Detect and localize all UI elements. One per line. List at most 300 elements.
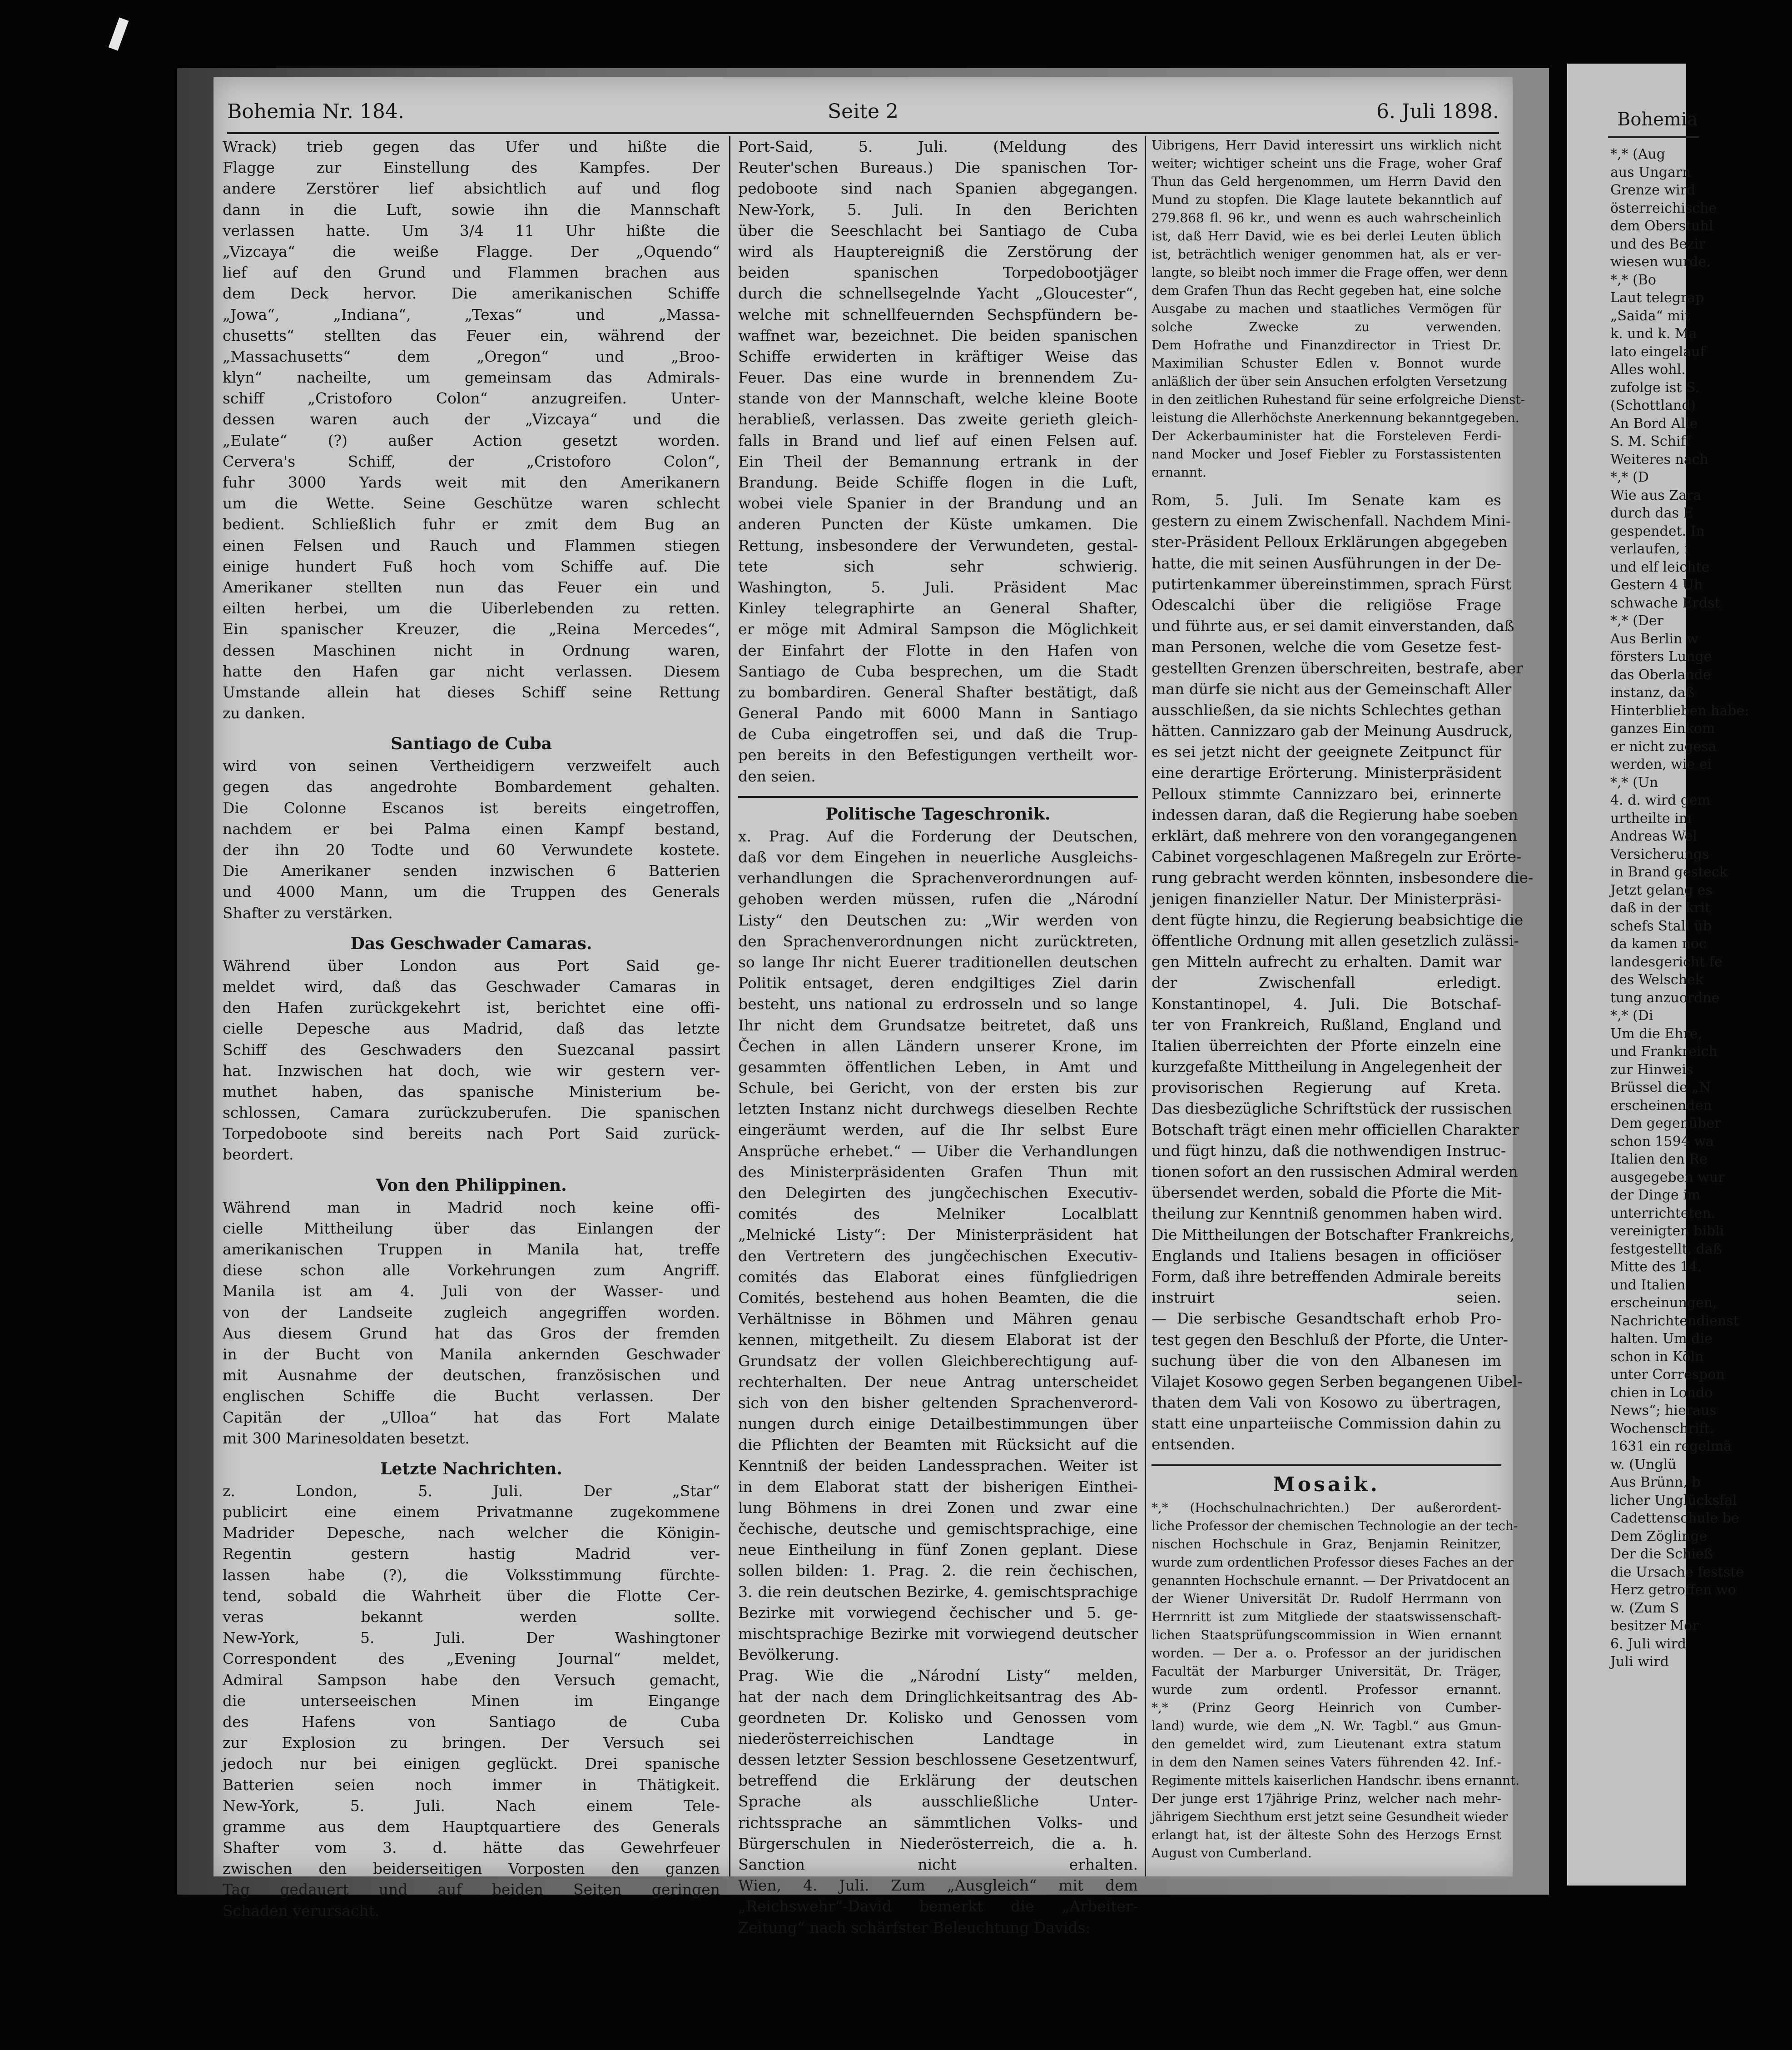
text-line: indessen daran, daß die Regierung habe soeben: [1152, 806, 1518, 824]
text-line: instruirt seien.: [1152, 1289, 1501, 1307]
section-rule: [1152, 1464, 1501, 1466]
text-line: Herz getroffen wo: [1610, 1582, 1736, 1598]
text-line: land) wurde, wie dem „N. Wr. Tagbl.“ aus Gmun-: [1152, 1718, 1501, 1733]
text-line: eilten herbei, um die Uiberlebenden zu retten.: [223, 599, 720, 617]
text-line: zur Explosion zu bringen. Der Versuch sei: [223, 1734, 720, 1752]
text-line: Kenntniß der beiden Landessprachen. Weiter ist: [738, 1457, 1138, 1475]
text-line: tionen sofort an den russischen Admiral werden: [1152, 1163, 1518, 1180]
text-line: suchung über die von den Albanesen im: [1152, 1351, 1501, 1369]
text-line: Rettung, insbesondere der Verwundeten, gestal-: [738, 536, 1138, 554]
text-line: daß vor dem Eingehen in neuerliche Ausgleichs-: [738, 848, 1138, 866]
text-line: mit Ausnahme der deutschen, französischen und: [223, 1366, 720, 1384]
text-line: chien in Londo: [1610, 1384, 1713, 1401]
text-line: tend, sobald die Wahrheit über die Flotte Cer-: [223, 1587, 720, 1605]
text-line: der ihn 20 Todte und 60 Verwundete kostete.: [223, 841, 720, 859]
text-line: kennen, mitgetheilt. Zu diesem Elaborat ist der: [738, 1331, 1138, 1349]
text-line: welche mit schnellfeuernden Sechspfündern be-: [738, 305, 1138, 323]
text-line: in der Bucht von Manila ankernden Geschwader: [223, 1345, 720, 1363]
text-line: August von Cumberland.: [1152, 1845, 1312, 1861]
text-line: schiff „Cristoforo Colon“ anzugreifen. Unter-: [223, 389, 720, 408]
text-line: gehoben werden müssen, rufen die „Národní: [738, 890, 1138, 908]
text-line: New-York, 5. Juli. Der Washingtoner: [223, 1629, 720, 1647]
text-line: Grundsatz der vollen Gleichberechtigung auf-: [738, 1352, 1138, 1370]
newspaper-page: [213, 77, 1534, 1936]
text-line: Italien überreichten der Pforte einzeln eine: [1152, 1036, 1501, 1055]
text-line: eingeräumt werden, auf die Ihr selbst Eure: [738, 1121, 1138, 1139]
text-line: Jetzt gelang es: [1610, 882, 1713, 898]
text-line: englischen Schiffe die Bucht verlassen. Der: [223, 1387, 720, 1405]
text-line: Cervera's Schiff, der „Cristoforo Colon“,: [223, 452, 720, 470]
text-line: (Schottland): [1610, 398, 1696, 413]
masthead-rule: [227, 132, 1499, 134]
text-line: ernannt.: [1152, 465, 1206, 480]
adjacent-page-rule: [1608, 136, 1699, 138]
text-line: niederösterreichischen Landtage in: [738, 1729, 1138, 1747]
text-line: neue Eintheilung in fünf Zonen geplant. Diese: [738, 1541, 1138, 1559]
text-line: langte, so bleibt noch immer die Frage offen, wer denn: [1152, 265, 1508, 280]
text-line: k. und k. Ma: [1610, 326, 1697, 342]
masthead: [227, 95, 1499, 132]
text-line: z. London, 5. Juli. Der „Star“: [223, 1482, 720, 1500]
text-line: muthet haben, das spanische Ministerium be-: [223, 1082, 720, 1100]
text-line: des Ministerpräsidenten Grafen Thun mit: [738, 1163, 1138, 1181]
text-line: gesammten öffentlichen Leben, in Amt und: [738, 1058, 1138, 1076]
text-line: solche Zwecke zu verwenden.: [1152, 319, 1501, 334]
text-line: der Dinge im: [1610, 1187, 1701, 1203]
text-line: so lange Ihr nicht Euerer traditionellen deutschen: [738, 953, 1138, 971]
text-line: dem Deck hervor. Die amerikanischen Schiffe: [223, 284, 720, 303]
text-line: in dem den Namen seines Vaters führenden 42. Inf.-: [1152, 1754, 1501, 1770]
text-line: herabließ, verlassen. Das zweite gerieth gleich-: [738, 410, 1138, 428]
text-line: besteht, uns national zu erdrosseln und so lange: [738, 995, 1138, 1013]
text-line: man dürfe sie nicht aus der Gemeinschaft Aller: [1152, 680, 1512, 698]
text-line: ster-Präsident Pelloux Erklärungen abgegeben: [1152, 533, 1508, 551]
text-line: erscheinungen,: [1610, 1295, 1717, 1311]
text-line: Das diesbezügliche Schriftstück der russischen: [1152, 1100, 1512, 1118]
column-divider: [729, 136, 730, 1876]
text-line: New-York, 5. Juli. Nach einem Tele-: [223, 1796, 720, 1815]
text-line: čechische, deutsche und gemischtsprachige, eine: [738, 1520, 1138, 1538]
text-line: Ihr nicht dem Grundsatze beitretet, daß uns: [738, 1016, 1138, 1034]
text-line: Shafter zu verstärken.: [223, 904, 393, 922]
column-1: [223, 136, 720, 1921]
text-line: putirtenkammer übereinstimmen, sprach Fürst: [1152, 575, 1512, 593]
text-line: weiter; wichtiger scheint uns die Frage, woher Graf: [1152, 156, 1501, 171]
text-line: Versicherungs: [1610, 846, 1709, 862]
spacer: [223, 724, 720, 732]
text-line: *,* (D: [1610, 469, 1649, 485]
text-line: genannten Hochschule ernannt. — Der Privatdocent an: [1152, 1572, 1510, 1588]
text-line: von der Landseite zugleich angegriffen worden.: [223, 1303, 720, 1321]
spacer: [223, 1165, 720, 1174]
text-line: hätten. Cannizzaro gab der Meinung Ausdruck,: [1152, 722, 1513, 740]
text-line: durch die schnellsegelnde Yacht „Gloucester“,: [738, 284, 1138, 303]
text-line: 279.868 fl. 96 kr., und wenn es auch wahrscheinlich: [1152, 210, 1501, 225]
text-line: ter von Frankreich, Rußland, England und: [1152, 1015, 1501, 1034]
text-line: Bürgerschulen in Niederösterreich, die a. h.: [738, 1834, 1138, 1852]
text-line: schwache Erdst: [1610, 595, 1720, 611]
text-line: dent fügte hinzu, die Regierung beabsichtige die: [1152, 911, 1524, 929]
text-line: Form, daß ihre betreffenden Admirale bereits: [1152, 1267, 1501, 1285]
text-line: des Welschek: [1610, 972, 1704, 988]
text-line: Ein spanischer Kreuzer, die „Reina Mercedes“,: [223, 620, 720, 638]
text-line: anläßlich der über sein Ansuchen erfolgten Versetzung: [1152, 374, 1508, 389]
text-line: und Italien: [1610, 1277, 1686, 1293]
text-line: er möge mit Admiral Sampson die Möglichkeit: [738, 620, 1138, 638]
text-line: die Pflichten der Beamten mit Rücksicht auf die: [738, 1436, 1138, 1454]
text-line: Comités, bestehend aus hohen Beamten, die die: [738, 1289, 1138, 1307]
text-line: in Brand gesteck: [1610, 864, 1727, 880]
text-line: chusetts“ stellten das Feuer ein, während der: [223, 326, 720, 344]
text-line: es sei jetzt nicht der geeignete Zeitpunct für: [1152, 743, 1501, 761]
text-line: Brandung. Beide Schiffe flogen in die Luft,: [738, 473, 1138, 491]
text-line: diese schon alle Vorkehrungen zum Angriff.: [223, 1261, 720, 1279]
text-line: Pelloux stimmte Cannizzaro bei, erinnerte: [1152, 785, 1501, 803]
text-line: hatte den Hafen gar nicht verlassen. Diesem: [223, 662, 720, 680]
text-line: dessen waren auch der „Vizcaya“ und die: [223, 410, 720, 428]
text-line: New-York, 5. Juli. In den Berichten: [738, 200, 1138, 219]
text-line: und 4000 Mann, um die Truppen des Generals: [223, 883, 720, 901]
text-line: wurde zum ordentl. Professor ernannt.: [1152, 1682, 1501, 1697]
text-line: dem Oberstuhl: [1610, 218, 1713, 234]
text-line: rung gebracht werden könnten, insbesondere die-: [1152, 869, 1534, 887]
adjacent-page-text: [1610, 145, 1792, 1671]
text-line: Rom, 5. Juli. Im Senate kam es: [1152, 491, 1501, 509]
text-line: Batterien seien noch immer in Thätigkeit.: [223, 1776, 720, 1794]
text-line: Laut telegrap: [1610, 290, 1704, 306]
text-line: Sanction nicht erhalten.: [738, 1856, 1138, 1873]
text-line: in den zeitlichen Ruhestand für seine erfolgreiche Dienst-: [1152, 392, 1525, 407]
text-line: Verhältnisse in Böhmen und Mähren genau: [738, 1310, 1138, 1328]
text-line: *,* (Un: [1610, 774, 1658, 791]
text-line: lung Böhmens in drei Zonen und zwar eine: [738, 1498, 1138, 1517]
text-line: waffnet war, bezeichnet. Die beiden spanischen: [738, 326, 1138, 344]
text-line: Wrack) trieb gegen das Ufer und hißte die: [223, 138, 720, 155]
text-line: wobei viele Spanier in der Brandung und an: [738, 494, 1138, 512]
text-line: Während über London aus Port Said ge-: [223, 956, 720, 975]
text-line: jährigem Siechthum erst jetzt seine Gesundheit wieder: [1152, 1809, 1508, 1824]
text-line: Sprache als ausschließliche Unter-: [738, 1792, 1138, 1811]
text-line: einen Felsen und Rauch und Flammen stiegen: [223, 536, 720, 554]
text-line: festgestellt, daß: [1610, 1241, 1722, 1257]
spacer: [223, 924, 720, 932]
text-line: Aus diesem Grund hat das Gros der fremden: [223, 1324, 720, 1342]
text-line: um die Wette. Seine Geschütze waren schlecht: [223, 494, 720, 512]
text-line: *,* (Der: [1610, 613, 1663, 629]
adjacent-page-edge: [1567, 64, 1749, 1886]
text-line: leistung die Allerhöchste Anerkennung bekanntgegeben.: [1152, 410, 1519, 425]
text-line: „Eulate“ (?) außer Action gesetzt worden.: [223, 431, 720, 449]
section-rule: [738, 796, 1138, 798]
text-line: Ein Theil der Bemannung ertrank in der: [738, 452, 1138, 470]
text-line: comités des Melniker Localblatt: [738, 1205, 1138, 1223]
text-line: tung anzuordne: [1610, 990, 1720, 1006]
text-line: Ausgabe zu machen und staatliches Vermögen für: [1152, 301, 1501, 316]
text-line: Cabinet vorgeschlagenen Maßregeln zur Erörte-: [1152, 848, 1522, 866]
text-line: erklärt, daß mehrere von den vorangegangenen: [1152, 827, 1518, 845]
text-line: Santiago de Cuba besprechen, um die Stadt: [738, 662, 1138, 680]
text-line: dann in die Luft, sowie ihn die Mannschaft: [223, 200, 720, 219]
column-divider: [1145, 136, 1146, 1876]
text-line: öffentliche Ordnung mit allen gesetzlich zulässi-: [1152, 931, 1519, 950]
text-line: Der junge erst 17jährige Prinz, welcher nach mehr-: [1152, 1791, 1501, 1806]
text-line: richtssprache an sämmtlichen Volks- und: [738, 1813, 1138, 1831]
text-line: in dem Elaborat statt der bisherigen Einthei-: [738, 1478, 1138, 1496]
text-line: Der Ackerbauminister hat die Forsteleven Ferdi-: [1152, 428, 1501, 443]
text-line: Manila ist am 4. Juli von der Wasser- und: [223, 1282, 720, 1300]
text-line: Vilajet Kosowo gegen Serben begangenen Uibel-: [1152, 1372, 1523, 1390]
text-line: Reuter'schen Bureaus.) Die spanischen Tor-: [738, 159, 1138, 177]
text-line: tete sich sehr schwierig.: [738, 557, 1138, 575]
text-line: Admiral Sampson habe den Versuch gemacht,: [223, 1671, 720, 1689]
section-heading: Politische Tageschronik.: [825, 804, 1051, 824]
text-line: hatte, die mit seinen Ausführungen in der De-: [1152, 554, 1501, 572]
text-line: Facultät der Marburger Universität, Dr. Träger,: [1152, 1663, 1501, 1679]
text-line: theilung zur Kenntniß genommen haben wird.: [1152, 1204, 1503, 1223]
text-line: pen bereits in den Befestigungen vertheilt wor-: [738, 746, 1138, 764]
text-line: er nicht zugesa: [1610, 738, 1717, 755]
text-line: Cadettenschule be: [1610, 1510, 1739, 1526]
text-line: Während man in Madrid noch keine offi-: [223, 1198, 720, 1216]
text-line: Brüssel die „N: [1610, 1080, 1711, 1095]
text-line: Schaden verursacht.: [223, 1901, 380, 1920]
section-heading: Von den Philippinen.: [376, 1175, 567, 1195]
text-line: übersendet werden, sobald die Pforte die Mit-: [1152, 1184, 1502, 1202]
text-line: „Saida“ mit: [1610, 308, 1690, 324]
text-line: das Oberlande: [1610, 667, 1711, 683]
text-line: den seien.: [738, 767, 816, 785]
masthead-page-number: Seite 2: [828, 100, 898, 123]
text-line: Dem Hofrathe und Finanzdirector in Triest Dr.: [1152, 338, 1501, 353]
text-line: mischtsprachige Bezirke mit vorwiegend deutscher: [738, 1624, 1138, 1642]
text-line: Grenze wird: [1610, 182, 1696, 198]
text-line: Konstantinopel, 4. Juli. Die Botschaf-: [1152, 995, 1501, 1013]
text-line: fuhr 3000 Yards weit mit den Amerikanern: [223, 473, 720, 491]
text-line: anderen Puncten der Küste umkamen. Die: [738, 515, 1138, 533]
text-line: försters Lunge: [1610, 649, 1712, 665]
text-line: Herrnritt ist zum Mitgliede der staatswissenschaft-: [1152, 1609, 1501, 1624]
text-line: Shafter vom 3. d. hätte das Gewehrfeuer: [223, 1839, 720, 1857]
text-line: Alles wohl.: [1610, 362, 1686, 378]
text-line: den Hafen zurückgekehrt ist, berichtet eine offi-: [223, 999, 720, 1017]
text-line: ganzes Einkom: [1610, 721, 1715, 736]
text-line: Aus Berlin w: [1610, 631, 1698, 647]
text-line: besitzer Mor: [1610, 1618, 1699, 1634]
text-line: w. (Unglü: [1610, 1456, 1677, 1473]
text-line: Aus Brünn, b: [1610, 1474, 1701, 1490]
text-line: Washington, 5. Juli. Präsident Mac: [738, 578, 1138, 596]
text-line: erlangt hat, ist der älteste Sohn des Herzogs Ernst: [1152, 1827, 1501, 1842]
text-line: verlassen hatte. Um 3/4 11 Uhr hißte die: [223, 221, 720, 239]
text-line: Englands und Italiens besagen in officiöser: [1152, 1246, 1501, 1264]
text-line: 1631 ein regelmä: [1610, 1438, 1732, 1454]
text-line: werden, wie ei: [1610, 756, 1712, 772]
text-line: nungen durch einige Detailbestimmungen über: [738, 1415, 1138, 1433]
text-line: Listy“ den Deutschen zu: „Wir werden von: [738, 911, 1138, 929]
text-line: licher Unglücksfal: [1610, 1492, 1737, 1508]
text-line: Capitän der „Ulloa“ hat das Fort Malate: [223, 1408, 720, 1426]
text-line: Bezirke mit vorwiegend čechischer und 5. ge-: [738, 1603, 1138, 1622]
text-line: Kinley telegraphirte an General Shafter,: [738, 599, 1138, 617]
text-line: Mund zu stopfen. Die Klage lautete bekanntlich auf: [1152, 192, 1501, 207]
text-line: schlossen, Camara zurückzuberufen. Die spanischen: [223, 1104, 720, 1122]
text-line: einige hundert Fuß hoch vom Schiffe auf. Die: [223, 557, 720, 575]
text-line: Čechen in allen Ländern unserer Krone, im: [738, 1037, 1138, 1055]
text-line: lassen habe (?), die Volksstimmung fürchte-: [223, 1566, 720, 1584]
text-line: Port-Said, 5. Juli. (Meldung des: [738, 138, 1138, 155]
text-line: Gestern 4 Uh: [1610, 577, 1703, 593]
text-line: hat der nach dem Dringlichkeitsantrag des Ab-: [738, 1687, 1138, 1706]
text-line: pedoboote sind nach Spanien abgegangen.: [738, 179, 1138, 198]
text-line: Bevölkerung.: [738, 1646, 839, 1664]
text-line: worden. — Der a. o. Professor an der juridischen: [1152, 1645, 1501, 1661]
text-line: Regentin gestern hastig Madrid ver-: [223, 1545, 720, 1563]
text-line: gramme aus dem Hauptquartiere des Generals: [223, 1817, 720, 1836]
text-line: instanz, daß: [1610, 685, 1695, 701]
text-line: zufolge ist S.: [1610, 379, 1699, 396]
text-line: mit 300 Marinesoldaten besetzt.: [223, 1429, 470, 1447]
text-line: der Einfahrt der Flotte in den Hafen von: [738, 641, 1138, 659]
text-line: Politik entsaget, deren endgiltiges Ziel darin: [738, 974, 1138, 992]
text-line: falls in Brand und lief auf einen Felsen auf.: [738, 431, 1138, 449]
text-line: vereinigten bibli: [1610, 1223, 1724, 1239]
text-line: stande von der Mannschaft, welche kleine Boote: [738, 389, 1138, 408]
text-line: sich von den bisher geltenden Sprachenverord-: [738, 1393, 1138, 1412]
text-line: gestern zu einem Zwischenfall. Nachdem Mini-: [1152, 512, 1511, 530]
adjacent-page-header: Bohemia: [1617, 109, 1698, 130]
text-line: man Personen, welche die vom Gesetze fest-: [1152, 638, 1501, 656]
text-line: klyn“ nacheilte, um gemeinsam das Admirals-: [223, 368, 720, 387]
text-line: ist, beträchtlich weniger genommen hat, als er ver-: [1152, 247, 1501, 262]
text-line: S. M. Schiff: [1610, 433, 1690, 449]
text-line: Amerikaner stellten nun das Feuer ein und: [223, 578, 720, 596]
text-line: test gegen den Beschluß der Pforte, die Unter-: [1152, 1330, 1508, 1348]
spacer: [223, 1449, 720, 1457]
text-line: ist, daß Herr David, wie es bei derlei Leuten üblich: [1152, 229, 1501, 244]
text-line: Um die Ehre,: [1610, 1025, 1703, 1042]
text-line: dessen letzter Session beschlossene Gesetzentwurf,: [738, 1751, 1138, 1769]
text-line: den Sprachenverordnungen nicht zurücktreten,: [738, 932, 1138, 950]
text-line: *,* (Di: [1610, 1008, 1653, 1024]
text-line: Schule, bei Gericht, von der ersten bis zur: [738, 1079, 1138, 1097]
text-line: amerikanischen Truppen in Manila hat, treffe: [223, 1240, 720, 1258]
text-line: ausgegeben wur: [1610, 1169, 1725, 1185]
text-line: sollen bilden: 1. Prag. 2. die rein čechischen,: [738, 1562, 1138, 1580]
text-line: de Cuba eingetroffen sei, und daß die Trup-: [738, 725, 1138, 743]
masthead-issue: Bohemia Nr. 184.: [227, 100, 404, 123]
text-line: den Vertretern des jungčechischen Executiv-: [738, 1247, 1138, 1265]
text-line: Odescalchi über die religiöse Frage: [1152, 596, 1501, 614]
section-heading: Santiago de Cuba: [391, 734, 552, 754]
text-line: beordert.: [223, 1145, 294, 1164]
text-line: Nachrichtendienst: [1610, 1313, 1739, 1329]
text-line: halten. Um die: [1610, 1331, 1713, 1347]
text-line: 6. Juli wird: [1610, 1636, 1687, 1652]
text-line: letzten Instanz nicht durchwegs dieselben Rechte: [738, 1100, 1138, 1118]
section-heading: Mosaik.: [1273, 1473, 1380, 1496]
text-line: und führte aus, er sei damit einverstanden, daß: [1152, 617, 1514, 635]
text-line: bedient. Schließlich fuhr er zmit dem Bug an: [223, 515, 720, 533]
text-line: „Jowa“, „Indiana“, „Texas“ und „Massa-: [223, 305, 720, 323]
text-line: Wien, 4. Juli. Zum „Ausgleich“ mit dem: [738, 1876, 1138, 1895]
section-heading: Letzte Nachrichten.: [380, 1459, 562, 1478]
text-line: *,* (Aug: [1610, 146, 1665, 162]
text-line: Weiteres nach: [1610, 451, 1708, 468]
text-line: urtheilte im: [1610, 810, 1692, 826]
text-line: gegen das angedrohte Bombardement gehalten.: [223, 778, 720, 796]
text-line: verhandlungen die Sprachenverordnungen auf-: [738, 869, 1138, 887]
text-line: die unterseeischen Minen im Eingange: [223, 1692, 720, 1710]
text-line: des Hafens von Santiago de Cuba: [223, 1712, 720, 1731]
text-line: landesgericht fe: [1610, 954, 1723, 970]
masthead-date: 6. Juli 1898.: [1376, 100, 1499, 123]
text-line: comités das Elaborat eines fünfgliedrigen: [738, 1268, 1138, 1286]
text-line: Die Colonne Escanos ist bereits eingetroffen,: [223, 799, 720, 817]
text-line: lief auf den Grund und Flammen brachen aus: [223, 264, 720, 282]
text-line: publicirt eine einem Privatmanne zugekommene: [223, 1503, 720, 1521]
text-line: wiesen wurde.: [1610, 254, 1711, 270]
text-line: zwischen den beiderseitigen Vorposten den ganzen: [223, 1860, 720, 1878]
text-line: jenigen finanzieller Natur. Der Ministerpräsi-: [1152, 890, 1501, 908]
text-line: geordneten Dr. Kolisko und Genossen vom: [738, 1708, 1138, 1727]
text-line: 4. d. wird gem: [1610, 792, 1711, 808]
text-line: den Delegirten des jungčechischen Executiv-: [738, 1184, 1138, 1202]
text-line: daß in der krit: [1610, 900, 1711, 916]
text-line: Thun das Geld hergenommen, um Herrn David den: [1152, 174, 1501, 189]
text-line: News“; hieraus: [1610, 1403, 1717, 1418]
text-line: der Zwischenfall erledigt.: [1152, 974, 1501, 992]
text-line: ausschließen, da sie nichts Schlechtes gethan: [1152, 701, 1501, 719]
text-line: verlaufen, i: [1610, 541, 1689, 557]
text-line: der Wiener Universität Dr. Rudolf Herrmann von: [1152, 1591, 1501, 1606]
text-line: „Reichswehr“-David bemerkt die „Arbeiter-: [738, 1897, 1138, 1916]
text-line: durch das E: [1610, 505, 1693, 521]
text-line: dem Grafen Thun das Recht gegeben hat, eine solche: [1152, 283, 1501, 298]
text-line: aus Ungarn: [1610, 164, 1691, 180]
text-line: meldet wird, daß das Geschwader Camaras in: [223, 977, 720, 995]
text-line: Madrider Depesche, nach welcher die Königin-: [223, 1524, 720, 1542]
text-line: thaten dem Vali von Kosowo zu übertragen,: [1152, 1393, 1501, 1412]
text-line: — Die serbische Gesandtschaft erhob Pro-: [1152, 1309, 1501, 1328]
text-line: nischen Hochschule in Graz, Benjamin Reinitzer,: [1152, 1536, 1501, 1552]
text-line: lato eingelauf: [1610, 343, 1705, 360]
column-3: [1152, 136, 1534, 1862]
text-line: Correspondent des „Evening Journal“ meldet,: [223, 1650, 720, 1668]
text-line: unterrichteten.: [1610, 1205, 1716, 1221]
text-line: schon 1594 wa: [1610, 1133, 1714, 1149]
text-line: Botschaft trägt einen mehr officiellen Charakter: [1152, 1120, 1519, 1139]
text-line: zur Hinweis: [1610, 1061, 1693, 1078]
text-line: die Ursache festste: [1610, 1564, 1744, 1580]
text-line: Schiff des Geschwaders den Suezcanal passirt: [223, 1040, 720, 1059]
text-line: Juli wird: [1610, 1654, 1669, 1670]
text-line: dessen Maschinen nicht in Ordnung waren,: [223, 641, 720, 659]
text-line: andere Zerstörer lief absichtlich auf und flog: [223, 179, 720, 198]
section-heading: Das Geschwader Camaras.: [350, 934, 592, 953]
text-line: rechterhalten. Der neue Antrag unterscheidet: [738, 1373, 1138, 1391]
text-line: schefs Stall üb: [1610, 918, 1712, 934]
text-line: eine derartige Erörterung. Ministerpräsident: [1152, 764, 1501, 782]
text-line: wird von seinen Vertheidigern verzweifelt auch: [223, 757, 720, 775]
text-line: Italien den Re: [1610, 1151, 1708, 1167]
text-line: „Massachusetts“ dem „Oregon“ und „Broo-: [223, 347, 720, 365]
text-line: nand Mocker und Josef Fiebler zu Forstassistenten: [1152, 447, 1501, 462]
text-line: und fügt hinzu, daß die nothwendigen Instruc-: [1152, 1141, 1506, 1159]
text-line: Dem gegenüber: [1610, 1115, 1721, 1131]
text-line: Hinterblieben habe:: [1610, 702, 1749, 719]
text-line: über die Seeschlacht bei Santiago de Cuba: [738, 221, 1138, 239]
text-line: beiden spanischen Torpedobootjäger: [738, 264, 1138, 282]
